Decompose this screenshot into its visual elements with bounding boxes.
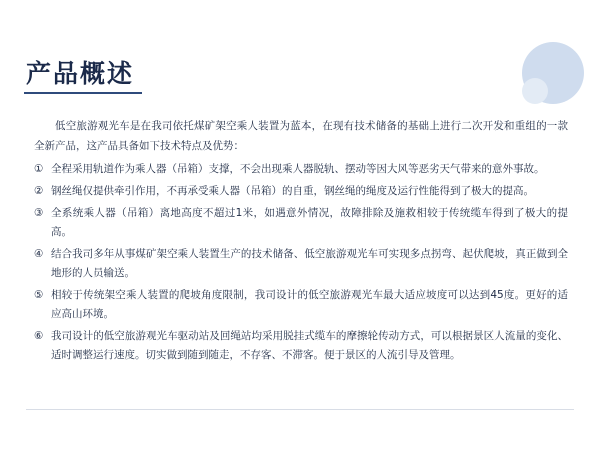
list-item-text: 我司设计的低空旅游观光车驱动站及回绳站均采用脱挂式缆车的摩擦轮传动方式，可以根据景区人流量的变化、适时调整运行速度。切实做到随到随走，不存客、不滞客。便于景区的人流引导及管理。 <box>51 330 568 361</box>
list-marker: ② <box>34 185 44 197</box>
list-marker: ① <box>34 163 44 175</box>
list-marker: ④ <box>34 248 44 260</box>
feature-list <box>34 160 568 365</box>
footer-divider <box>26 409 574 410</box>
decorative-circle-small-icon <box>522 78 548 104</box>
list-item <box>34 286 568 324</box>
list-item-text: 相较于传统架空乘人装置的爬坡角度限制，我司设计的低空旅游观光车最大适应坡度可以达到45度。更好的适应高山环境。 <box>51 289 568 320</box>
list-item <box>34 182 568 201</box>
list-marker: ⑥ <box>34 330 44 342</box>
list-item-text: 全程采用轨道作为乘人器（吊箱）支撑，不会出现乘人器脱轨、摆动等因大风等恶劣天气带来的意外事故。 <box>51 163 545 175</box>
list-item <box>34 160 568 179</box>
list-item-text: 全系统乘人器（吊箱）离地高度不超过1米，如遇意外情况，故障排除及施救相较于传统缆车得到了极大的提高。 <box>51 207 568 238</box>
list-marker: ③ <box>34 207 44 219</box>
list-item-text: 钢丝绳仅提供牵引作用，不再承受乘人器（吊箱）的自重，钢丝绳的绳度及运行性能得到了极大的提高。 <box>51 185 534 197</box>
list-item <box>34 245 568 283</box>
list-item <box>34 327 568 365</box>
list-item-text: 结合我司多年从事煤矿架空乘人装置生产的技术储备、低空旅游观光车可实现多点拐弯、起伏爬坡，真正做到全地形的人员输送。 <box>51 248 568 279</box>
list-marker: ⑤ <box>34 289 44 301</box>
page-title: 产品概述 <box>26 59 135 88</box>
list-item <box>34 204 568 242</box>
title-underline <box>24 92 142 94</box>
body-content <box>34 116 568 368</box>
lead-paragraph: 低空旅游观光车是在我司依托煤矿架空乘人装置为蓝本，在现有技术储备的基础上进行二次开发和重组的一款全新产品，这产品具备如下技术特点及优势： <box>34 120 568 152</box>
